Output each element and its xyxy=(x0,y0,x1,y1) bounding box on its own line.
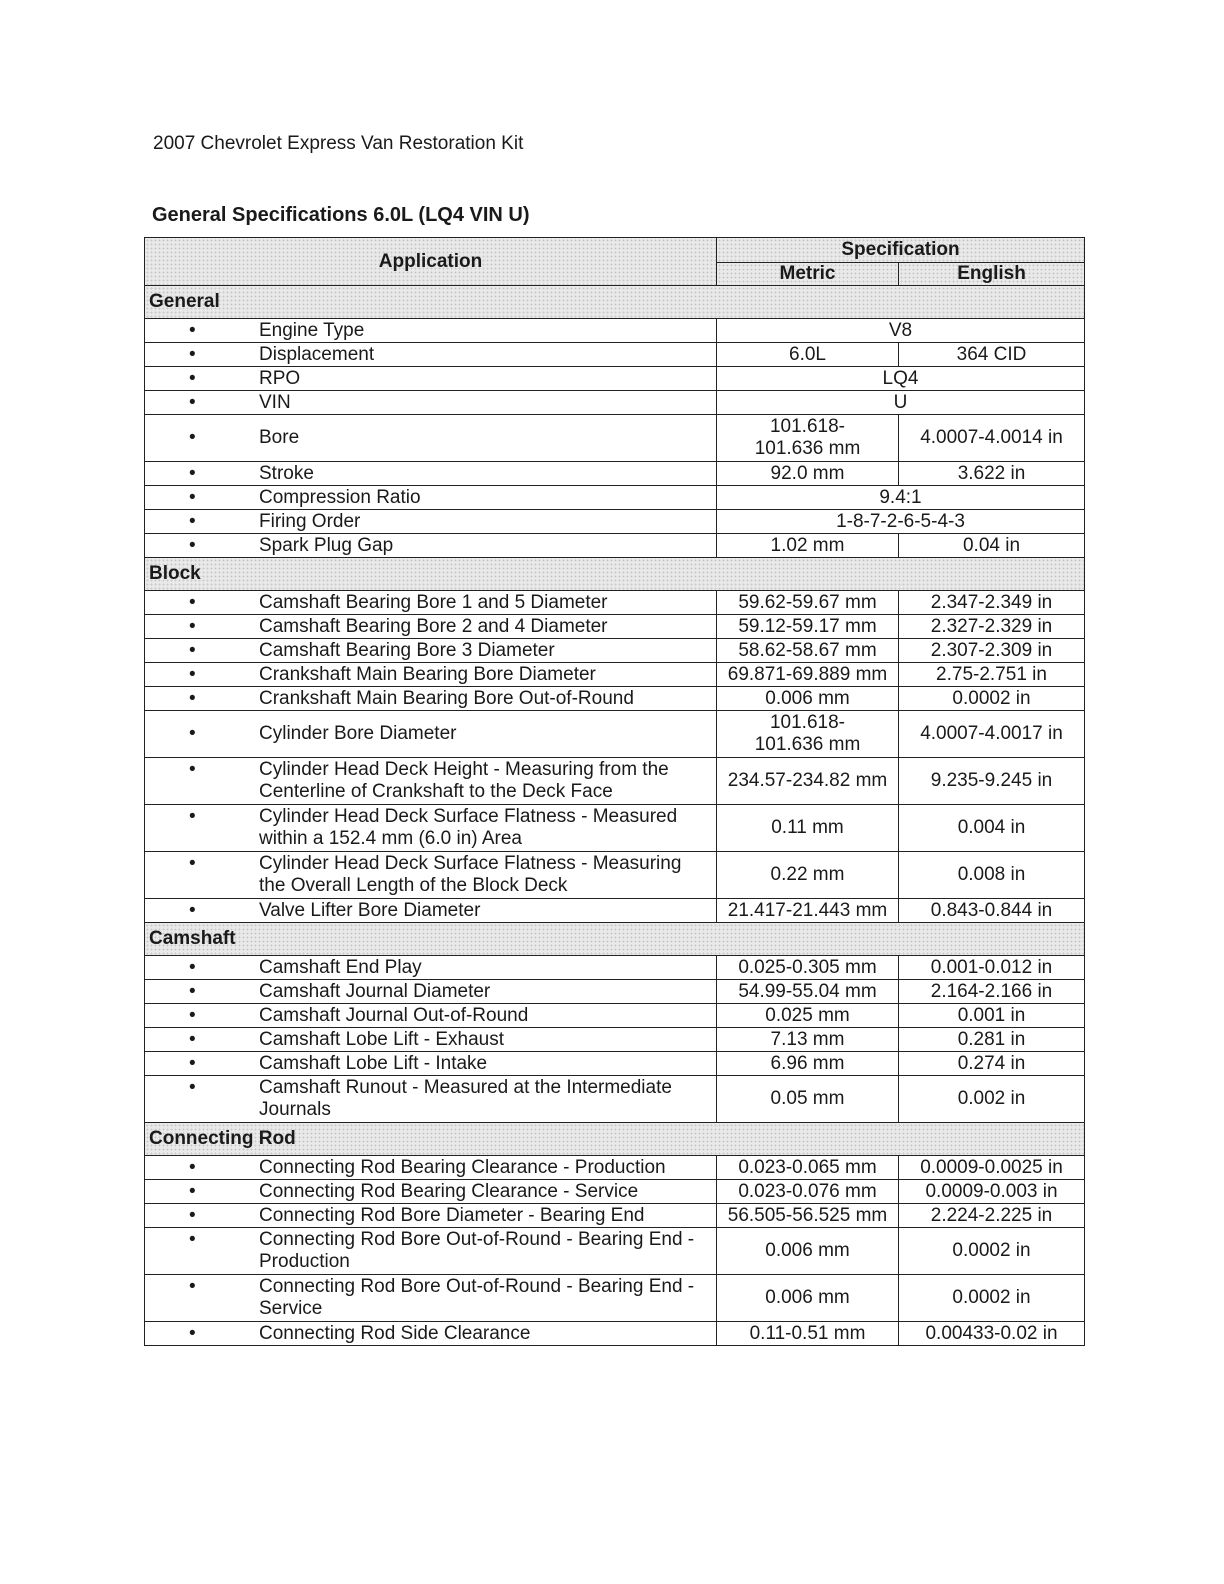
english-cell: 364 CID xyxy=(899,343,1085,367)
application-cell: • RPO xyxy=(145,367,717,391)
english-cell: 4.0007-4.0017 in xyxy=(899,711,1085,758)
application-cell: • Crankshaft Main Bearing Bore Out-of-Round xyxy=(145,687,717,711)
application-cell: • Stroke xyxy=(145,462,717,486)
metric-cell: 1.02 mm xyxy=(717,534,899,558)
english-cell: 9.235-9.245 in xyxy=(899,758,1085,805)
application-cell: • Cylinder Head Deck Surface Flatness - Measured within a 152.4 mm (6.0 in) Area xyxy=(145,805,717,852)
table-row xyxy=(145,1204,1085,1228)
english-cell: 3.622 in xyxy=(899,462,1085,486)
table-row xyxy=(145,758,1085,805)
metric-cell: 101.618- 101.636 mm xyxy=(717,415,899,462)
application-cell: • Displacement xyxy=(145,343,717,367)
table-row xyxy=(145,956,1085,980)
english-cell: 0.281 in xyxy=(899,1028,1085,1052)
bullet-icon: • xyxy=(189,534,196,556)
metric-cell: 0.023-0.076 mm xyxy=(717,1180,899,1204)
metric-cell: 69.871-69.889 mm xyxy=(717,663,899,687)
bullet-icon: • xyxy=(189,639,196,661)
bullet-icon: • xyxy=(189,980,196,1002)
metric-cell: 0.006 mm xyxy=(717,687,899,711)
english-cell: 2.164-2.166 in xyxy=(899,980,1085,1004)
english-cell: 0.002 in xyxy=(899,1076,1085,1123)
application-cell: • Engine Type xyxy=(145,319,717,343)
bullet-icon: • xyxy=(189,956,196,978)
application-cell: • Connecting Rod Bearing Clearance - Production xyxy=(145,1156,717,1180)
metric-cell: 7.13 mm xyxy=(717,1028,899,1052)
bullet-icon: • xyxy=(189,486,196,508)
metric-cell: 0.023-0.065 mm xyxy=(717,1156,899,1180)
bullet-icon: • xyxy=(189,510,196,532)
table-row xyxy=(145,805,1085,852)
table-row xyxy=(145,852,1085,899)
application-cell: • Valve Lifter Bore Diameter xyxy=(145,899,717,923)
metric-cell: 59.62-59.67 mm xyxy=(717,591,899,615)
application-cell: • Spark Plug Gap xyxy=(145,534,717,558)
application-cell: • Compression Ratio xyxy=(145,486,717,510)
metric-cell: 59.12-59.17 mm xyxy=(717,615,899,639)
column-header-metric: Metric xyxy=(717,263,899,286)
english-cell: 0.0009-0.0025 in xyxy=(899,1156,1085,1180)
english-cell: 0.001-0.012 in xyxy=(899,956,1085,980)
application-cell: • Firing Order xyxy=(145,510,717,534)
bullet-icon: • xyxy=(189,615,196,637)
bullet-icon: • xyxy=(189,1322,196,1344)
column-header-application: Application xyxy=(145,238,717,286)
bullet-icon: • xyxy=(189,343,196,365)
spec-value-cell: 1-8-7-2-6-5-4-3 xyxy=(717,510,1085,534)
table-row xyxy=(145,367,1085,391)
english-cell: 2.347-2.349 in xyxy=(899,591,1085,615)
english-cell: 0.274 in xyxy=(899,1052,1085,1076)
table-row xyxy=(145,1076,1085,1123)
application-cell: • VIN xyxy=(145,391,717,415)
table-row xyxy=(145,615,1085,639)
application-cell: • Bore xyxy=(145,415,717,462)
table-row xyxy=(145,534,1085,558)
application-cell: • Camshaft Lobe Lift - Intake xyxy=(145,1052,717,1076)
bullet-icon: • xyxy=(189,1077,196,1098)
column-header-english: English xyxy=(899,263,1085,286)
application-cell: • Connecting Rod Bearing Clearance - Service xyxy=(145,1180,717,1204)
metric-cell: 21.417-21.443 mm xyxy=(717,899,899,923)
application-cell: • Connecting Rod Bore Out-of-Round - Bearing End - Service xyxy=(145,1275,717,1322)
metric-cell: 92.0 mm xyxy=(717,462,899,486)
bullet-icon: • xyxy=(189,687,196,709)
metric-cell: 0.025-0.305 mm xyxy=(717,956,899,980)
table-row xyxy=(145,1052,1085,1076)
bullet-icon: • xyxy=(189,427,196,448)
application-cell: • Crankshaft Main Bearing Bore Diameter xyxy=(145,663,717,687)
table-row xyxy=(145,687,1085,711)
table-row xyxy=(145,639,1085,663)
application-cell: • Cylinder Bore Diameter xyxy=(145,711,717,758)
page-title: General Specifications 6.0L (LQ4 VIN U) xyxy=(152,204,530,226)
section-header-camshaft: Camshaft xyxy=(145,923,1085,956)
english-cell: 4.0007-4.0014 in xyxy=(899,415,1085,462)
spec-value-cell: LQ4 xyxy=(717,367,1085,391)
metric-cell: 0.025 mm xyxy=(717,1004,899,1028)
metric-cell: 0.006 mm xyxy=(717,1228,899,1275)
english-cell: 0.843-0.844 in xyxy=(899,899,1085,923)
table-row xyxy=(145,510,1085,534)
section-header-connecting-rod: Connecting Rod xyxy=(145,1123,1085,1156)
bullet-icon: • xyxy=(189,806,196,827)
metric-cell: 0.22 mm xyxy=(717,852,899,899)
english-cell: 0.004 in xyxy=(899,805,1085,852)
bullet-icon: • xyxy=(189,1229,196,1250)
metric-cell: 56.505-56.525 mm xyxy=(717,1204,899,1228)
application-cell: • Camshaft Runout - Measured at the Intermediate Journals xyxy=(145,1076,717,1123)
spec-value-cell: U xyxy=(717,391,1085,415)
table-row xyxy=(145,1028,1085,1052)
application-cell: • Connecting Rod Bore Diameter - Bearing End xyxy=(145,1204,717,1228)
metric-cell: 58.62-58.67 mm xyxy=(717,639,899,663)
application-cell: • Camshaft Journal Diameter xyxy=(145,980,717,1004)
table-row xyxy=(145,1275,1085,1322)
bullet-icon: • xyxy=(189,1180,196,1202)
english-cell: 0.008 in xyxy=(899,852,1085,899)
bullet-icon: • xyxy=(189,1004,196,1026)
application-cell: • Connecting Rod Side Clearance xyxy=(145,1322,717,1346)
bullet-icon: • xyxy=(189,1052,196,1074)
table-row xyxy=(145,1004,1085,1028)
table-row xyxy=(145,391,1085,415)
english-cell: 0.04 in xyxy=(899,534,1085,558)
table-row xyxy=(145,980,1085,1004)
bullet-icon: • xyxy=(189,1156,196,1178)
metric-cell: 6.0L xyxy=(717,343,899,367)
bullet-icon: • xyxy=(189,367,196,389)
section-header-block: Block xyxy=(145,558,1085,591)
english-cell: 0.0002 in xyxy=(899,687,1085,711)
english-cell: 0.0009-0.003 in xyxy=(899,1180,1085,1204)
english-cell: 2.75-2.751 in xyxy=(899,663,1085,687)
bullet-icon: • xyxy=(189,853,196,874)
table-row xyxy=(145,486,1085,510)
bullet-icon: • xyxy=(189,591,196,613)
application-cell: • Camshaft Journal Out-of-Round xyxy=(145,1004,717,1028)
table-row xyxy=(145,415,1085,462)
spec-value-cell: V8 xyxy=(717,319,1085,343)
table-row xyxy=(145,319,1085,343)
table-row xyxy=(145,1228,1085,1275)
application-cell: • Camshaft Bearing Bore 2 and 4 Diameter xyxy=(145,615,717,639)
metric-cell: 0.05 mm xyxy=(717,1076,899,1123)
application-cell: • Connecting Rod Bore Out-of-Round - Bearing End - Production xyxy=(145,1228,717,1275)
bullet-icon: • xyxy=(189,663,196,685)
table-row xyxy=(145,591,1085,615)
application-cell: • Camshaft Lobe Lift - Exhaust xyxy=(145,1028,717,1052)
application-cell: • Camshaft Bearing Bore 1 and 5 Diameter xyxy=(145,591,717,615)
bullet-icon: • xyxy=(189,723,196,744)
table-row xyxy=(145,663,1085,687)
metric-cell: 54.99-55.04 mm xyxy=(717,980,899,1004)
english-cell: 0.0002 in xyxy=(899,1228,1085,1275)
application-cell: • Cylinder Head Deck Height - Measuring from the Centerline of Crankshaft to the Deck Face xyxy=(145,758,717,805)
document-header: 2007 Chevrolet Express Van Restoration Kit xyxy=(153,133,524,154)
spec-value-cell: 9.4:1 xyxy=(717,486,1085,510)
english-cell: 0.0002 in xyxy=(899,1275,1085,1322)
table-row xyxy=(145,343,1085,367)
table-row xyxy=(145,1156,1085,1180)
specifications-table xyxy=(144,237,1085,1346)
table-row xyxy=(145,711,1085,758)
english-cell: 2.307-2.309 in xyxy=(899,639,1085,663)
table-row xyxy=(145,1180,1085,1204)
bullet-icon: • xyxy=(189,391,196,413)
bullet-icon: • xyxy=(189,759,196,780)
metric-cell: 0.11-0.51 mm xyxy=(717,1322,899,1346)
english-cell: 0.001 in xyxy=(899,1004,1085,1028)
english-cell: 2.327-2.329 in xyxy=(899,615,1085,639)
bullet-icon: • xyxy=(189,319,196,341)
column-header-specification: Specification xyxy=(717,238,1085,263)
application-cell: • Camshaft End Play xyxy=(145,956,717,980)
bullet-icon: • xyxy=(189,1276,196,1297)
table-row xyxy=(145,1322,1085,1346)
table-row xyxy=(145,462,1085,486)
metric-cell: 101.618- 101.636 mm xyxy=(717,711,899,758)
bullet-icon: • xyxy=(189,462,196,484)
bullet-icon: • xyxy=(189,1028,196,1050)
table-row xyxy=(145,899,1085,923)
bullet-icon: • xyxy=(189,899,196,921)
bullet-icon: • xyxy=(189,1204,196,1226)
english-cell: 2.224-2.225 in xyxy=(899,1204,1085,1228)
english-cell: 0.00433-0.02 in xyxy=(899,1322,1085,1346)
metric-cell: 0.11 mm xyxy=(717,805,899,852)
application-cell: • Camshaft Bearing Bore 3 Diameter xyxy=(145,639,717,663)
section-header-general: General xyxy=(145,286,1085,319)
metric-cell: 6.96 mm xyxy=(717,1052,899,1076)
metric-cell: 234.57-234.82 mm xyxy=(717,758,899,805)
application-cell: • Cylinder Head Deck Surface Flatness - Measuring the Overall Length of the Block Deck xyxy=(145,852,717,899)
metric-cell: 0.006 mm xyxy=(717,1275,899,1322)
